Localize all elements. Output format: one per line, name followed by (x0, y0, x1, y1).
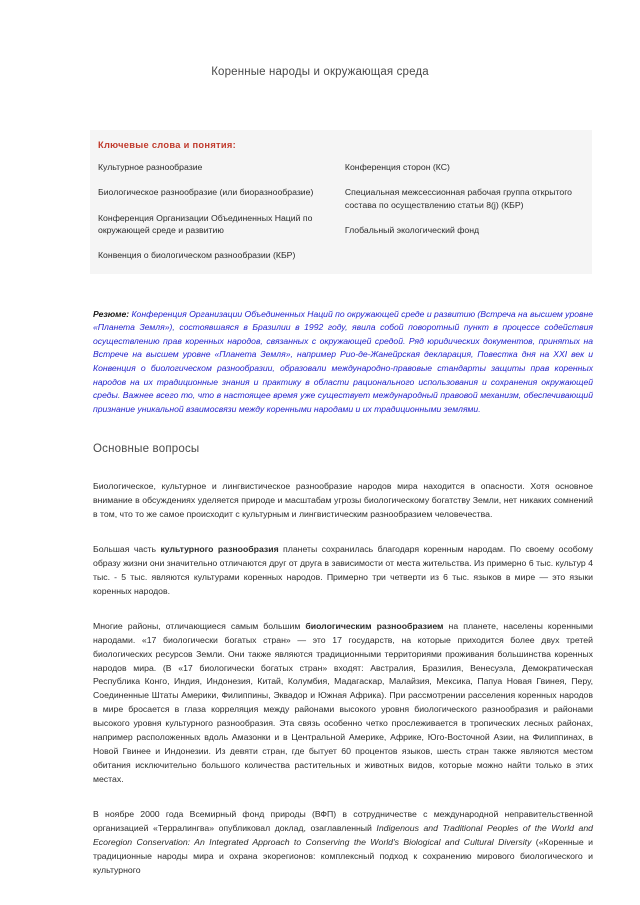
body-paragraph: Многие районы, отличающиеся самым большим биологическим разнообразием на планете, населены коренными народами. «17 биологически богатых стран» — это 17 государств, на которые приходится более двух третей биологических ресурсов Земли. Они также являются традиционными территориями проживания большинства коренных народов мира. (В «17 биологически богатых стран» входят: Австралия, Бразилия, Венесуэла, Демократическая Республика Конго, Индия, Индонезия, Китай, Колумбия, Мадагаскар, Малайзия, Мексика, Папуа Новая Гвинея, Перу, Соединенные Штаты Америки, Филиппины, Эквадор и Южная Африка). При рассмотрении расселения коренных народов в мире бросается в глаза корреляция между районами высокого уровня биологического разнообразия и районами высокого уровня культурного разнообразия. Эта связь особенно четко прослеживается в тропических лесных районах, например расположенных вдоль Амазонки и в Центральной Америке, Африке, Юго-Восточной Азии, на Филиппинах, в Новой Гвинее и Индонезии. Из девяти стран, где бытует 60 процентов языков, шесть стран также являются местом обитания исключительно большого количества растительных и животных видов, которые можно найти только в этих местах. (93, 620, 593, 784)
key-terms-box (90, 130, 592, 274)
summary-label: Резюме: (93, 308, 130, 319)
key-term-item: Биологическое разнообразие (или биоразнообразие) (98, 187, 314, 198)
key-term-item: Конференция Организации Объединенных Наций по окружающей среде и развитию (98, 212, 313, 236)
body-paragraph: В ноябре 2000 года Всемирный фонд природы (ВФП) в сотрудничестве с международной неправительственной организацией «Терралингва» опубликовал доклад, озаглавленный Indigenous and Traditional Peoples of the World and Ecoregion Conservation: An Integrated Approach to Conserving the World's Biological and Cultural Diversity («Коренные и традиционные народы мира и охрана экорегионов: комплексный подход к сохранению мирового биологического и культурного (93, 808, 593, 875)
summary-paragraph (93, 308, 593, 417)
key-terms-left-column (98, 161, 345, 262)
section-heading-main-issues: Основные вопросы (93, 443, 200, 456)
body-paragraph: Биологическое, культурное и лингвистическое разнообразие народов мира находится в опасности. Хотя основное внимание в обсуждениях уделяется природе и масштабам угрозы биологическому богатству Земли, нет никаких сомнений в том, что то же самое происходит с культурным и лингвистическим разнообразием человечества. (93, 481, 593, 520)
key-term-item: Конвенция о биологическом разнообразии (КБР) (98, 250, 296, 261)
body-paragraph: Большая часть культурного разнообразия планеты сохранилась благодаря коренным народам. По своему особому образу жизни они значительно отличаются друг от друга в зависимости от места жительства. Из примерно 6 тыс. культур 4 тыс. - 5 тыс. являются культурами коренных народов. Примерно три четверти из 6 тыс. языков в мире — это языки коренных народов. (93, 544, 593, 596)
document-content (0, 130, 640, 877)
summary-text: Конференция Организации Объединенных Наций по окружающей среде и развитию (Встреча на высшем уровне «Планета Земля»), состоявшаяся в Бразилии в 1992 году, явила собой поворотный пункт в процессе содействия осуществлению прав коренных народов, связанных с окружающей средой. Ряд юридических документов, принятых на Встрече на высшем уровне «Планета Земля», например Рио-де-Жанейрская декларация, Повестка дня на XXI век и Конвенция о биологическом разнообразии, образовали международно-правовые стандарты защиты прав коренных народов на их традиционные знания и практику в области рационального использования и сохранения окружающей среды. Важнее всего то, что в настоящее время уже существует международный правовой механизм, обеспечивающий признание уникальной взаимосвязи между коренными народами и их традиционными землями. (93, 308, 594, 414)
key-term-item: Глобальный экологический фонд (344, 225, 480, 236)
key-term-item: Культурное разнообразие (98, 162, 203, 172)
key-terms-heading: Ключевые слова и понятия: (98, 140, 237, 150)
main-paragraphs (93, 480, 593, 877)
key-terms-columns (98, 161, 578, 262)
key-term-item: Конференция сторон (КС) (344, 162, 450, 172)
key-term-item: Специальная межсессионная рабочая группа открытого состава по осуществлению статьи 8(j) (КБР) (344, 187, 573, 210)
key-terms-right-column (345, 161, 578, 262)
page-title: Коренные народы и окружающая среда (211, 66, 429, 78)
